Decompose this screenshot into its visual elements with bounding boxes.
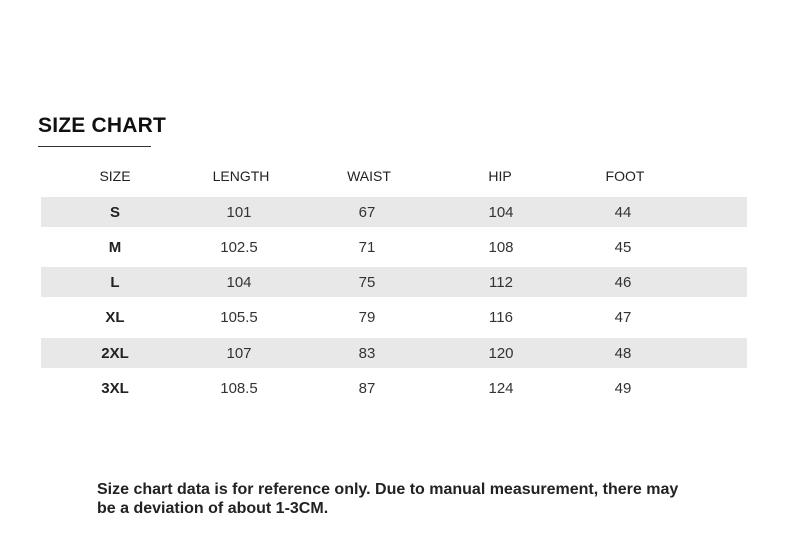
page-title: SIZE CHART — [38, 114, 166, 137]
size-cell: L — [110, 274, 120, 291]
table-row — [41, 267, 747, 297]
hip-cell: 116 — [489, 309, 513, 326]
waist-cell: 87 — [358, 380, 376, 397]
table-row — [41, 373, 747, 403]
hip-cell: 108 — [488, 239, 514, 256]
table-row — [41, 338, 747, 368]
column-header-foot: FOOT — [605, 168, 645, 184]
size-cell: 3XL — [101, 380, 129, 397]
table-row — [41, 232, 747, 262]
column-header-hip: HIP — [488, 168, 512, 184]
foot-cell: 48 — [614, 345, 632, 362]
waist-cell: 71 — [358, 239, 376, 256]
waist-cell: 67 — [358, 204, 376, 221]
size-cell: XL — [105, 309, 125, 326]
table-row — [41, 302, 747, 332]
length-cell: 101 — [226, 204, 252, 221]
length-cell: 104 — [226, 274, 252, 291]
length-cell: 107 — [226, 345, 252, 362]
size-cell: 2XL — [101, 345, 129, 362]
hip-cell: 120 — [488, 345, 514, 362]
hip-cell: 112 — [489, 274, 513, 291]
table-row — [41, 197, 747, 227]
column-header-size: SIZE — [99, 168, 131, 184]
column-header-waist: WAIST — [347, 168, 391, 184]
foot-cell: 46 — [614, 274, 632, 291]
length-cell: 105.5 — [220, 309, 258, 326]
reference-note: Size chart data is for reference only. Due to manual measurement, there may be a deviation of about 1-3CM. — [97, 481, 679, 517]
length-cell: 108.5 — [220, 380, 258, 397]
size-cell: S — [109, 204, 121, 221]
foot-cell: 45 — [614, 239, 632, 256]
hip-cell: 124 — [488, 380, 514, 397]
size-cell: M — [108, 239, 122, 256]
foot-cell: 47 — [614, 309, 632, 326]
foot-cell: 44 — [614, 204, 632, 221]
waist-cell: 79 — [358, 309, 376, 326]
length-cell: 102.5 — [220, 239, 258, 256]
table-header — [41, 164, 747, 188]
title-underline — [38, 146, 151, 147]
foot-cell: 49 — [614, 380, 632, 397]
waist-cell: 75 — [358, 274, 376, 291]
column-header-length: LENGTH — [212, 168, 270, 184]
waist-cell: 83 — [358, 345, 376, 362]
hip-cell: 104 — [488, 204, 514, 221]
